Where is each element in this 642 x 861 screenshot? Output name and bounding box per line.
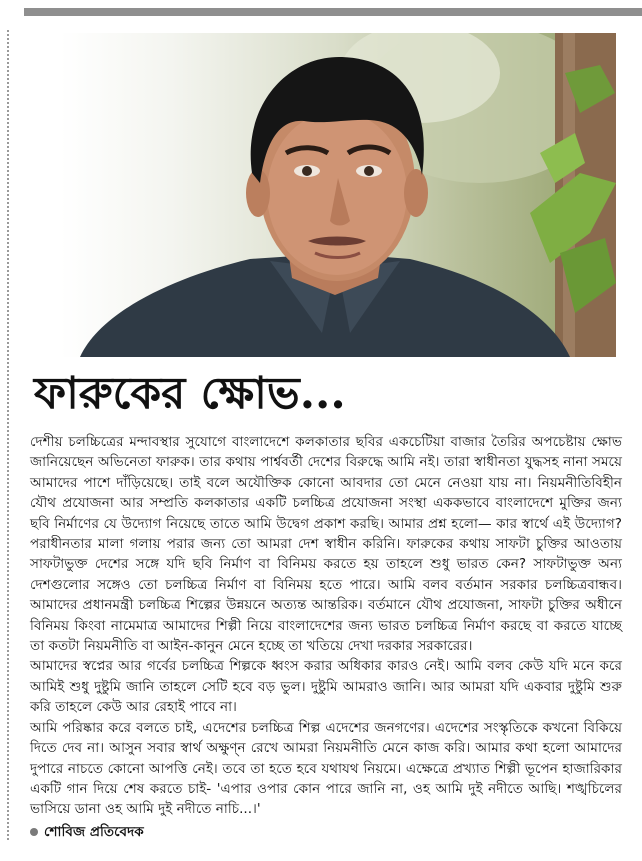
byline-text: শোবিজ প্রতিবেদক (44, 824, 144, 840)
portrait-photo (60, 33, 616, 357)
column-divider (7, 30, 9, 840)
portrait-illustration (60, 33, 616, 357)
article-body (30, 432, 622, 820)
bullet-icon (30, 828, 38, 836)
article-paragraph: দেশীয় চলচ্চিত্রের মন্দাবস্থার সুযোগে বাংলাদেশে কলকাতার ছবির একচেটিয়া বাজার তৈরির অপচেষ্টায় ক্ষোভ জানিয়েছেন অভিনেতা ফারুক। তার কথায় পার্শ্ববর্তী দেশের বিরুদ্ধে আমি নই। তারা স্বাধীনতা যুদ্ধসহ নানা সময়ে আমাদের পাশে দাঁড়িয়েছে। তাই বলে অযৌক্তিক কোনো আবদার তো মেনে নেওয়া যায় না। নিয়মনীতিবিহীন যৌথ প্রযোজনা আর সম্প্রতি কলকাতার একটি চলচ্চিত্র প্রযোজনা সংস্থা এককভাবে বাংলাদেশে মুক্তির জন্য ছবি নির্মাণের যে উদ্যোগ নিয়েছে তাতে আমি উদ্বেগ প্রকাশ করছি। আমার প্রশ্ন হলো— কার স্বার্থে এই উদ্যোগ? পরাধীনতার মালা গলায় পরার জন্য তো আমরা দেশ স্বাধীন করিনি। ফারুকের কথায় সাফটা চুক্তির আওতায় সাফটাভুক্ত দেশের সঙ্গে যদি ছবি নির্মাণ বা বিনিময় করতে হয় তাহলে শুধু ভারত কেন? সাফটাভুক্ত অন্য দেশগুলোর সঙ্গেও তো চলচ্চিত্র নির্মাণ বা বিনিময় হতে পারে। আমি বলব বর্তমান সরকার চলচ্চিত্রবান্ধব। আমাদের প্রধানমন্ত্রী চলচ্চিত্র শিল্পের উন্নয়নে অত্যন্ত আন্তরিক। বর্তমানে যৌথ প্রযোজনা, সাফটা চুক্তির অধীনে বিনিময় কিংবা নামেমাত্র আমাদের শিল্পী নিয়ে বাংলাদেশের জন্য ভারত চলচ্চিত্র নির্মাণ করছে বা করতে যাচ্ছে তা কতটা নিয়মনীতি বা আইন-কানুন মেনে হচ্ছে তা খতিয়ে দেখা দরকার সরকারের। (30, 434, 622, 655)
article-paragraph: আমাদের স্বপ্নের আর গর্বের চলচ্চিত্র শিল্পকে ধ্বংস করার অধিকার কারও নেই। আমি বলব কেউ যদি মনে করে আমিই শুধু দুষ্টুমি জানি তাহলে সেটি হবে বড় ভুল। দুষ্টুমি আমরাও জানি। আর আমরা যদি একবার দুষ্টুমি শুরু করি তাহলে কেউ আর রেহাই পাবে না। (30, 658, 622, 716)
article-paragraph: আমি পরিষ্কার করে বলতে চাই, এদেশের চলচ্চিত্র শিল্প এদেশের জনগণের। এদেশের সংস্কৃতিকে কখনো বিকিয়ে দিতে দেব না। আসুন সবার স্বার্থ অক্ষুণ্ন রেখে আমরা নিয়মনীতি মেনে কাজ করি। আমার কথা হলো আমাদের দুপারে নাচতে কোনো আপত্তি নেই। তবে তা হতে হবে যথাযথ নিয়মে। এক্ষেত্রে প্রখ্যাত শিল্পী ভূপেন হাজারিকার একটি গান দিয়ে শেষ করতে চাই- 'এপার ওপার কোন পারে জানি না, ওহ আমি দুই নদীতে আছি। শঙ্খচিলের ভাসিয়ে ডানা ওহ আমি দুই নদীতে নাচি...।' (30, 719, 622, 818)
byline (30, 822, 330, 842)
headline: ফারুকের ক্ষোভ... (34, 368, 346, 419)
top-rule (24, 8, 642, 16)
